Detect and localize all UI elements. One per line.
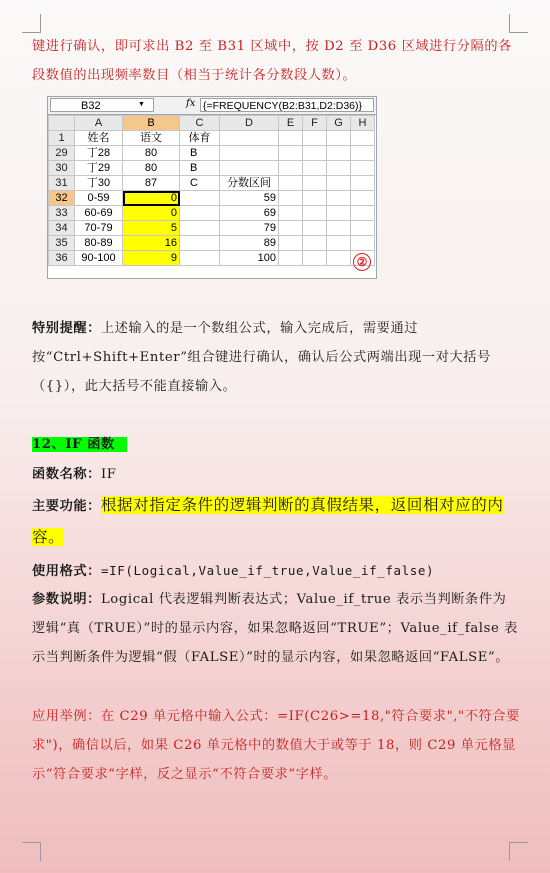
cell[interactable]: 姓名 — [75, 131, 123, 146]
row-header[interactable]: 31 — [49, 176, 75, 191]
cell[interactable] — [327, 161, 351, 176]
cell[interactable]: 79 — [220, 221, 279, 236]
section-title: 12、IF 函数 — [32, 437, 127, 452]
table-row — [49, 191, 375, 206]
fx-icon: fx — [186, 98, 196, 109]
page-corner-bottom-left — [22, 842, 41, 861]
cell[interactable] — [279, 206, 303, 221]
cell[interactable] — [279, 221, 303, 236]
cell[interactable] — [351, 236, 375, 251]
cell[interactable] — [180, 251, 220, 266]
col-header-a[interactable]: A — [75, 116, 123, 131]
params-label: 参数说明： — [32, 592, 101, 607]
name-box[interactable]: B32 — [50, 98, 154, 112]
cell[interactable] — [351, 176, 375, 191]
main-func-line — [32, 490, 520, 554]
cell[interactable] — [279, 131, 303, 146]
cell[interactable] — [220, 131, 279, 146]
params-value: Logical 代表逻辑判断表达式；Value_if_true 表示当判断条件为逻辑“真（TRUE）”时的显示内容，如果忽略返回“TRUE”；Value_if_false 表示当判断条件为逻辑“假（FALSE）”时的显示内容，如果忽略返回“FALSE”。 — [32, 592, 518, 665]
cell[interactable] — [351, 161, 375, 176]
cell[interactable]: 5 — [123, 221, 180, 236]
cell[interactable]: 分数区间 — [220, 176, 279, 191]
cell[interactable]: 87 — [123, 176, 180, 191]
main-func-label: 主要功能： — [32, 499, 101, 514]
cell[interactable]: 体育 — [180, 131, 220, 146]
table-row — [49, 251, 375, 266]
cell[interactable]: 丁30 — [75, 176, 123, 191]
cell[interactable] — [279, 161, 303, 176]
cell[interactable]: C — [180, 176, 220, 191]
cell[interactable]: B — [180, 146, 220, 161]
cell[interactable]: 70-79 — [75, 221, 123, 236]
intro-paragraph: 键进行确认，即可求出 B2 至 B31 区域中，按 D2 至 D36 区域进行分隔的各段数值的出现频率数目（相当于统计各分数段人数）。 — [32, 39, 512, 83]
col-header-g[interactable]: G — [327, 116, 351, 131]
table-row — [49, 236, 375, 251]
cell[interactable]: 100 — [220, 251, 279, 266]
table-row — [49, 131, 375, 146]
cell[interactable] — [303, 176, 327, 191]
col-header-e[interactable]: E — [279, 116, 303, 131]
table-row — [49, 146, 375, 161]
cell[interactable] — [303, 146, 327, 161]
cell[interactable] — [351, 206, 375, 221]
cell[interactable] — [327, 221, 351, 236]
col-header-f[interactable]: F — [303, 116, 327, 131]
cell[interactable] — [279, 251, 303, 266]
cell[interactable] — [279, 146, 303, 161]
row-header[interactable]: 36 — [49, 251, 75, 266]
usage-line — [32, 556, 520, 586]
cell[interactable] — [180, 221, 220, 236]
row-header[interactable]: 29 — [49, 146, 75, 161]
row-header[interactable]: 30 — [49, 161, 75, 176]
cell[interactable]: 59 — [220, 191, 279, 206]
cell[interactable] — [303, 236, 327, 251]
cell-grid — [48, 115, 375, 266]
cell[interactable] — [303, 206, 327, 221]
func-name-line — [32, 460, 520, 489]
cell[interactable] — [279, 236, 303, 251]
row-header[interactable]: 1 — [49, 131, 75, 146]
cell[interactable]: 16 — [123, 236, 180, 251]
row-header[interactable]: 32 — [49, 191, 75, 206]
cell[interactable] — [303, 161, 327, 176]
page-corner-top-left — [22, 14, 41, 33]
params-paragraph — [32, 585, 520, 672]
cell[interactable] — [351, 191, 375, 206]
col-header-d[interactable]: D — [220, 116, 279, 131]
row-header[interactable]: 35 — [49, 236, 75, 251]
cell[interactable]: 69 — [220, 206, 279, 221]
cell[interactable] — [351, 221, 375, 236]
usage-value: =IF(Logical,Value_if_true,Value_if_false) — [100, 563, 435, 578]
cell[interactable]: 90-100 — [75, 251, 123, 266]
step-marker: ② — [353, 253, 371, 271]
col-header-b[interactable]: B — [123, 116, 180, 131]
cell[interactable] — [303, 221, 327, 236]
row-header[interactable]: 34 — [49, 221, 75, 236]
dropdown-arrow-icon[interactable]: ▼ — [138, 101, 145, 108]
cell[interactable] — [327, 206, 351, 221]
section-heading — [32, 430, 520, 459]
cell[interactable]: 丁28 — [75, 146, 123, 161]
cell[interactable]: 80 — [123, 146, 180, 161]
tip-text: 上述输入的是一个数组公式，输入完成后，需要通过按“Ctrl+Shift+Enter”组合键进行确认，确认后公式两端出现一对大括号（{}），此大括号不能直接输入。 — [32, 321, 491, 394]
formula-input[interactable]: {=FREQUENCY(B2:B31,D2:D36)} — [200, 98, 374, 112]
cell[interactable]: 89 — [220, 236, 279, 251]
cell[interactable] — [327, 131, 351, 146]
cell[interactable] — [351, 146, 375, 161]
table-row — [49, 176, 375, 191]
func-name-value: IF — [100, 467, 117, 482]
tip-label: 特别提醒： — [32, 321, 101, 336]
main-func-value: 根据对指定条件的逻辑判断的真假结果，返回相对应的内容。 — [32, 496, 504, 546]
cell[interactable] — [303, 251, 327, 266]
cell[interactable] — [303, 131, 327, 146]
cell[interactable] — [220, 146, 279, 161]
cell[interactable]: 80 — [123, 161, 180, 176]
cell[interactable]: 60-69 — [75, 206, 123, 221]
cell[interactable] — [279, 176, 303, 191]
cell[interactable] — [180, 236, 220, 251]
selected-cell[interactable]: 0 — [123, 191, 180, 206]
col-header-h[interactable]: H — [351, 116, 375, 131]
formula-bar — [48, 97, 376, 115]
cell[interactable] — [180, 191, 220, 206]
cell[interactable] — [220, 161, 279, 176]
table-row — [49, 221, 375, 236]
row-header[interactable]: 33 — [49, 206, 75, 221]
tip-paragraph — [32, 314, 520, 401]
table-row — [49, 161, 375, 176]
cell[interactable]: 语文 — [123, 131, 180, 146]
cell[interactable]: 9 — [123, 251, 180, 266]
cell[interactable] — [279, 191, 303, 206]
page-corner-top-right — [509, 14, 528, 33]
cell[interactable] — [327, 146, 351, 161]
cell[interactable] — [327, 191, 351, 206]
cell[interactable] — [327, 251, 351, 266]
page-corner-bottom-right — [509, 842, 528, 861]
spreadsheet-screenshot — [47, 96, 377, 279]
cell[interactable]: B — [180, 161, 220, 176]
cell[interactable] — [180, 206, 220, 221]
corner-header[interactable] — [49, 116, 75, 131]
cell[interactable] — [327, 176, 351, 191]
cell[interactable]: 0-59 — [75, 191, 123, 206]
col-header-c[interactable]: C — [180, 116, 220, 131]
func-name-label: 函数名称： — [32, 467, 101, 482]
cell[interactable] — [327, 236, 351, 251]
cell[interactable]: 80-89 — [75, 236, 123, 251]
table-row — [49, 206, 375, 221]
cell[interactable]: 丁29 — [75, 161, 123, 176]
cell[interactable]: 0 — [123, 206, 180, 221]
cell[interactable] — [303, 191, 327, 206]
cell[interactable] — [351, 131, 375, 146]
usage-label: 使用格式： — [32, 564, 101, 579]
example-paragraph: 应用举例：在 C29 单元格中输入公式：=IF(C26>=18,"符合要求","不符合要求")，确信以后，如果 C26 单元格中的数值大于或等于 18，则 C29 单元格显示“符合要求”字样，反之显示“不符合要求”字样。 — [32, 709, 520, 782]
